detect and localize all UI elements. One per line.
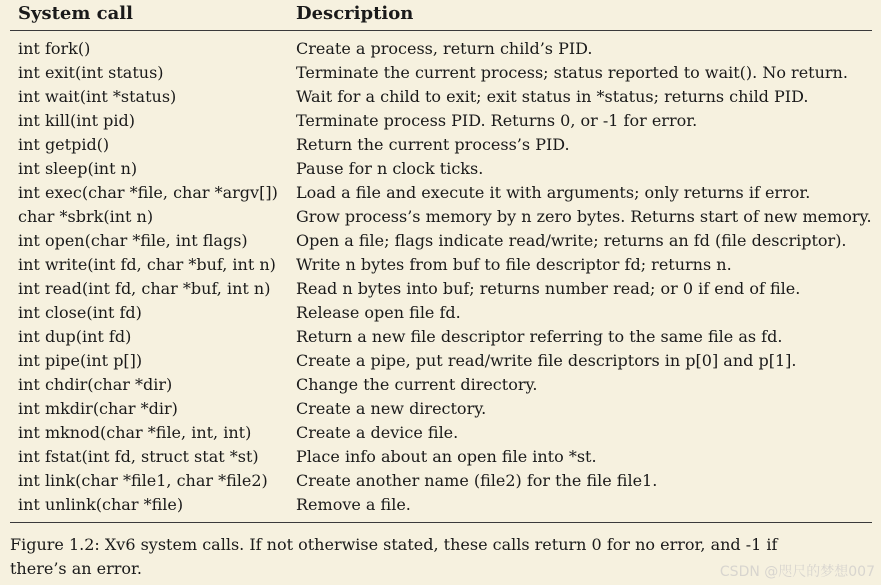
system-call-signature: int fstat(int fd, struct stat *st) [18, 447, 259, 466]
system-call-signature: int unlink(char *file) [18, 495, 184, 514]
system-call-description: Read n bytes into buf; returns number read; or 0 if end of file. [296, 279, 801, 298]
figure-caption: Figure 1.2: Xv6 system calls. If not otherwise stated, these calls return 0 for no error, and -1 if there’s an error. [10, 535, 778, 578]
table-row [18, 37, 878, 61]
table-row [18, 253, 878, 277]
system-call-description: Create a device file. [296, 423, 459, 442]
table-row [18, 397, 878, 421]
table-row [18, 469, 878, 493]
system-call-description: Release open file fd. [296, 303, 461, 322]
csdn-watermark: CSDN @咫尺的梦想007 [719, 564, 875, 580]
system-call-description: Wait for a child to exit; exit status in *status; returns child PID. [296, 87, 809, 106]
system-call-signature: int exec(char *file, char *argv[]) [18, 183, 278, 202]
system-call-signature: int chdir(char *dir) [18, 375, 173, 394]
system-call-signature: int pipe(int p[]) [18, 351, 143, 370]
table-row [18, 349, 878, 373]
system-call-description: Change the current directory. [296, 375, 538, 394]
table-row [18, 493, 878, 517]
header-rule [10, 30, 872, 31]
system-call-description: Load a file and execute it with arguments; only returns if error. [296, 183, 811, 202]
table-row [18, 373, 878, 397]
system-call-signature: int exit(int status) [18, 63, 164, 82]
system-call-description: Write n bytes from buf to file descriptor fd; returns n. [296, 255, 732, 274]
syscall-table [18, 37, 878, 517]
system-call-signature: int open(char *file, int flags) [18, 231, 248, 250]
table-row [18, 205, 878, 229]
system-call-description: Terminate process PID. Returns 0, or -1 for error. [296, 111, 698, 130]
table-row [18, 85, 878, 109]
system-call-description: Grow process’s memory by n zero bytes. Returns start of new memory. [296, 207, 872, 226]
system-call-description: Remove a file. [296, 495, 411, 514]
system-call-description: Pause for n clock ticks. [296, 159, 484, 178]
system-call-signature: int read(int fd, char *buf, int n) [18, 279, 271, 298]
system-call-signature: int sleep(int n) [18, 159, 138, 178]
system-call-signature: int mknod(char *file, int, int) [18, 423, 252, 442]
table-row [18, 133, 878, 157]
table-row [18, 229, 878, 253]
header-system-call: System call [18, 3, 133, 24]
system-call-signature: int wait(int *status) [18, 87, 177, 106]
table-row [18, 109, 878, 133]
system-call-description: Place info about an open file into *st. [296, 447, 597, 466]
system-call-signature: int write(int fd, char *buf, int n) [18, 255, 276, 274]
table-row [18, 445, 878, 469]
table-row [18, 277, 878, 301]
system-call-signature: int fork() [18, 39, 91, 58]
table-row [18, 61, 878, 85]
table-row [18, 157, 878, 181]
table-bottom-rule [10, 522, 872, 523]
table-row [18, 301, 878, 325]
system-call-signature: char *sbrk(int n) [18, 207, 154, 226]
system-call-description: Create a process, return child’s PID. [296, 39, 593, 58]
header-description: Description [296, 3, 414, 24]
system-call-description: Return a new file descriptor referring to the same file as fd. [296, 327, 783, 346]
system-call-signature: int kill(int pid) [18, 111, 136, 130]
system-call-signature: int close(int fd) [18, 303, 142, 322]
system-call-description: Create a pipe, put read/write file descriptors in p[0] and p[1]. [296, 351, 797, 370]
system-call-description: Create a new directory. [296, 399, 487, 418]
table-row [18, 181, 878, 205]
system-call-signature: int dup(int fd) [18, 327, 132, 346]
system-call-signature: int getpid() [18, 135, 110, 154]
system-call-signature: int link(char *file1, char *file2) [18, 471, 268, 490]
table-row [18, 325, 878, 349]
system-call-description: Return the current process’s PID. [296, 135, 570, 154]
system-call-description: Open a file; flags indicate read/write; returns an fd (file descriptor). [296, 231, 847, 250]
table-row [18, 421, 878, 445]
system-call-description: Terminate the current process; status reported to wait(). No return. [296, 63, 848, 82]
system-call-signature: int mkdir(char *dir) [18, 399, 178, 418]
system-call-description: Create another name (file2) for the file file1. [296, 471, 658, 490]
